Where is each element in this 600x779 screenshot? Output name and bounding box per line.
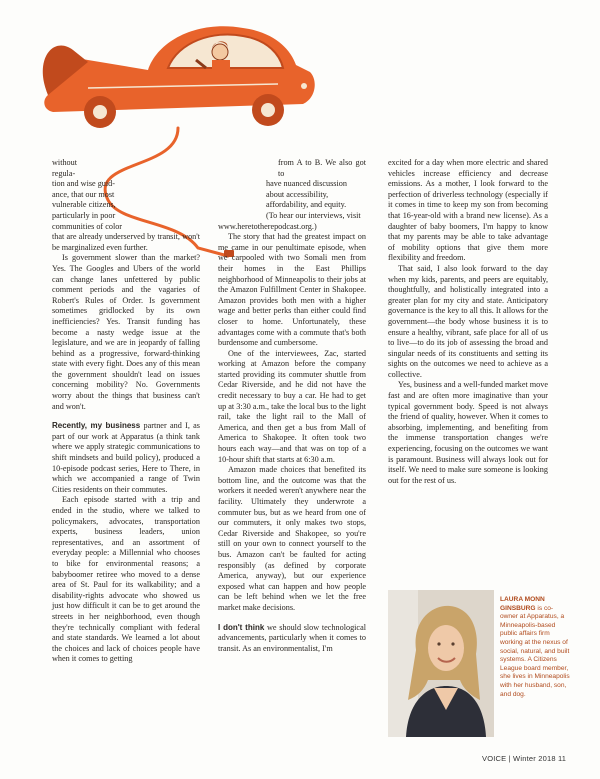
driver-body — [212, 60, 230, 70]
podcast-url: www.heretotherepodcast.org.) — [218, 221, 317, 231]
column3-paragraph-1: excited for a day when more electric and shared vehicles increase efficiency and decrease emissions. As a mother, I look forward to the perfection of driverless technology (especially if it comes in time to keep my son from becoming that 16-year-old with a brand new license). As a daughter of baby boomers, I'm happy to know that my parents may be able to take advantage of mobility options that give them more flexibility and freedom. — [388, 158, 548, 263]
column1-paragraph-4: Each episode started with a trip and ended in the studio, where we talked to policymakers, advocates, transportation experts, business leaders, union representatives, and an assortment of everyday people: a Millennial who chooses to bike for environmental reasons; a babyboomer retiree who moved to a dense area of St. Paul for its walkability; and a disability-rights advocate who showed us just how difficult it can be to get around the streets in her neighborhood, even though they're technically compliant with federal and state standards. We learned a lot about the choices and lack of choices people have when it comes to getting — [52, 495, 200, 664]
author-photo — [388, 590, 494, 737]
lead-in: I don't think — [218, 622, 265, 632]
column-1 — [52, 158, 200, 665]
lead-in: Recently, my business — [52, 421, 141, 431]
column-3 — [388, 158, 548, 486]
column3-paragraph-2: That said, I also look forward to the day when my kids, parents, and peers are equitably, thoughtfully, and holistically integrated into a greater plan for my city and state. Anticipatory governance is the key to all this. It allows for the government—the body whose business it is to ensure a healthy, vibrant, safe place for all of us to live—to do its job of assessing the broad and singular needs of its constituents and setting its sights on the outcomes we need to achieve as a collective. — [388, 263, 548, 379]
author-portrait — [388, 590, 494, 737]
column3-paragraph-3: Yes, business and a well-funded market move fast and are often more imaginative than your typical government body. Speed is not always the friend of quality, however. When it comes to absorbing, implementing, and benefiting from the immense transportation changes we're experiencing, focusing on the outcomes we want is paramount. Business will always look out for itself. We need to make sure someone is looking out for the rest of us. — [388, 380, 548, 485]
author-bio — [500, 596, 570, 699]
column2-paragraph-2: One of the interviewees, Zac, started working at Amazon before the company started providing its commuter shuttle from Cedar Riverside, and he did not have the credit necessary to buy a car. He had to get up at 3:30 a.m., take the local bus to the light rail, take the light rail to the Mall of America, and then get a bus from Mall of America to Shakopee. It often took two hours each way—and that was on top of a 10-hour shift that starts at 6:30 a.m. — [218, 348, 366, 464]
column1-paragraph-3: Recently, my business partner and I, as part of our work at Apparatus (a think tank where we apply strategic communications to shift mindsets and build policy), produced a 10-episode podcast series, Here to There, in which we accompanied a range of Twin Cities residents on their commutes. — [52, 421, 200, 494]
column2-paragraph-4: I don't think we should slow technological advancements, particularly when it comes to transit. As an environmentalist, I'm — [218, 622, 366, 653]
column-2 — [218, 158, 366, 654]
column1-paragraph-2: Is government slower than the market? Yes. The Googles and Ubers of the world can change lanes unfettered by public comment periods and the vagaries of Robert's Rules of Order. Is government sometimes gridlocked by its own inefficiencies? Yes. Transit funding has become a nasty wedge issue at the legislature, and we are in jeopardy of falling behind as a progressive, forward-thinking state with every fight. Does any of this mean the government shouldn't lead on issues concerning mobility? No. Governments worry about the things that business can't and won't. — [52, 253, 200, 411]
column2-opening: from A to B. We also got to have nuanced discussion about accessibility, affordability, and equity. (To hear our interviews, visit www.heretotherepodcast.org.) — [218, 158, 366, 231]
column2-paragraph-3: Amazon made choices that benefited its bottom line, and the outcome was that the workers it needed weren't anywhere near the facility. Ultimately they underwrote a commuter bus, but as we heard from one of our commuters, it only makes two stops, Cedar Riverside and Shakopee, so you're still on your own to connect yourself to the bus. Amazon can't be faulted for acting responsibly (as defined by corporate America, anyway), but our experience exposed what can happen and how people can be left behind when we let the free market make decisions. — [218, 465, 366, 612]
column1-opening: without regula- tion and wise guid- ance, that our most vulnerable citizens, particularly in poor communities of color that are already underserved by transit, won't be marginalized even further. — [52, 158, 200, 252]
author-name: LAURA MONN GINSBURG — [500, 596, 545, 612]
column2-paragraph-1: The story that had the greatest impact on me came in our penultimate episode, when we carpooled with two Somali men from their homes in the East Phillips neighborhood of Minneapolis to their jobs at the Amazon Fulfillment Center in Shakopee. Amazon provides both men with a higher wage and better perks than either could find closer to home. Unfortunately, these advantages come with a commute that's both burdensome and cumbersome. — [218, 232, 366, 348]
page-footer: VOICE | Winter 2018 11 — [482, 754, 567, 763]
driver-head — [212, 44, 228, 60]
author-bio-text: is co-owner at Apparatus, a Minneapolis-based public affairs firm working at the nexus of social, natural, and built systems. A Citizens League board member, she lives in Minneapolis with her husband, son, and dog. — [500, 604, 570, 698]
headlight — [301, 83, 307, 89]
